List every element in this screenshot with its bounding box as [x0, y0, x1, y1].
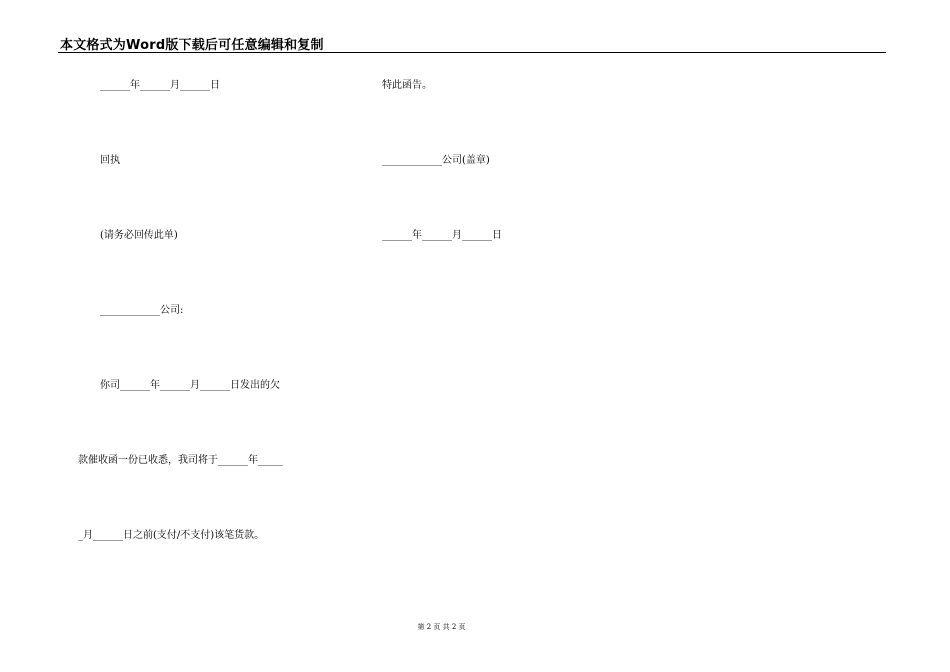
- body-line-3: _月______日之前(支付/不支付)该笔货款。: [78, 530, 265, 541]
- notice-text: 特此函告。: [382, 80, 432, 91]
- page-number: 第 2 页 共 2 页: [417, 623, 466, 631]
- left-date-line: ______年______月______日: [100, 80, 220, 91]
- header-title: 本文格式为Word版下载后可任意编辑和复制: [60, 38, 324, 53]
- return-note: (请务必回传此单): [100, 230, 178, 241]
- page-header: [58, 34, 886, 53]
- body-line-2: 款催收函一份已收悉，我司将于______年_____: [78, 455, 283, 466]
- receipt-title: 回执: [100, 155, 120, 166]
- body-line-1: 你司______年______月______日发出的欠: [100, 380, 280, 391]
- company-salutation: ____________公司:: [100, 305, 184, 316]
- right-date-line: ______年______月______日: [382, 230, 502, 241]
- company-seal-line: ____________公司(盖章): [382, 155, 490, 166]
